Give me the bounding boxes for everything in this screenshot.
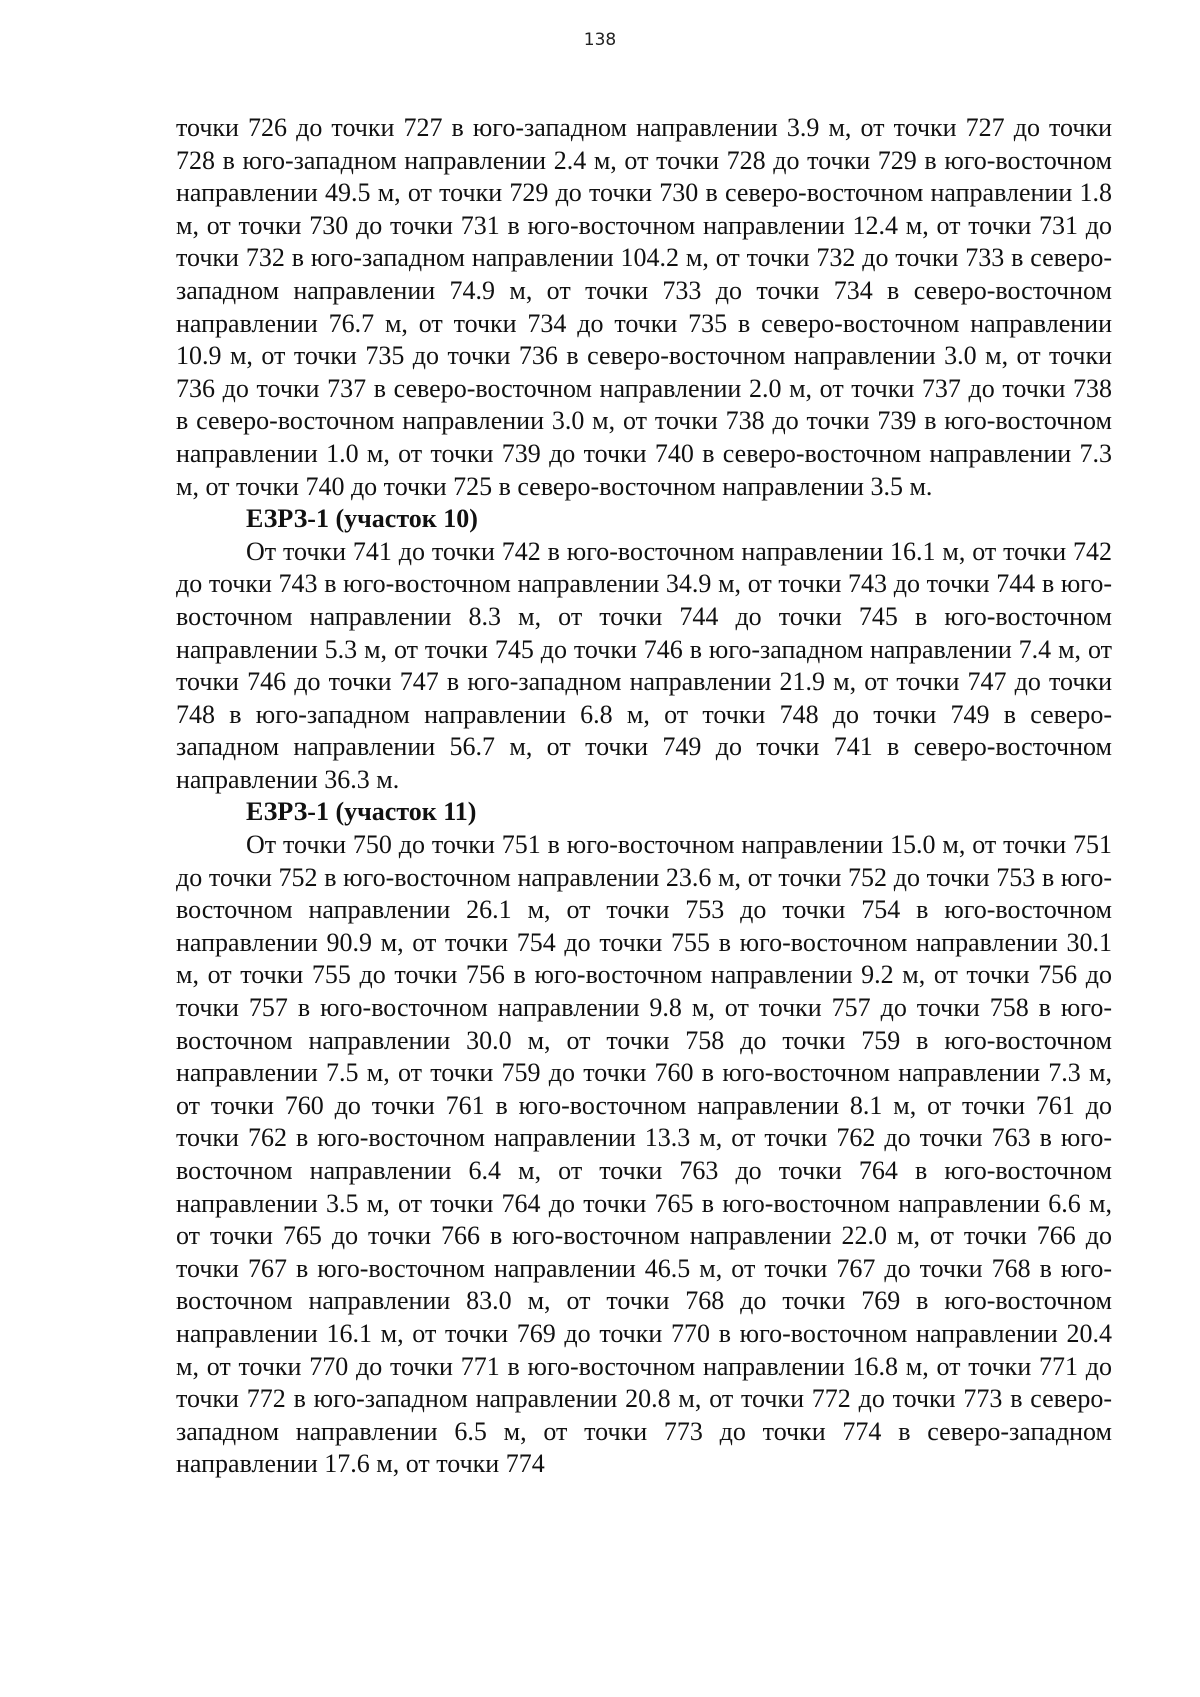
section-heading-plot-10: ЕЗРЗ-1 (участок 10) (246, 504, 478, 534)
page-number: 138 (583, 30, 617, 50)
paragraph-plot-11: От точки 750 до точки 751 в юго-восточном направлении 15.0 м, от точки 751 до точки 752 в юго-восточном направлении 23.6 м, от точки 752 до точки 753 в юго-восточном направлении 26.1 м, от точки 753 до точки 754 в юго-восточном направлении 90.9 м, от точки 754 до точки 755 в юго-восточном направлении 30.1 м, от точки 755 до точки 756 в юго-восточном направлении 9.2 м, от точки 756 до точки 757 в юго-восточном направлении 9.8 м, от точки 757 до точки 758 в юго-восточном направлении 30.0 м, от точки 758 до точки 759 в юго-восточном направлении 7.5 м, от точки 759 до точки 760 в юго-восточном направлении 7.3 м, от точки 760 до точки 761 в юго-восточном направлении 8.1 м, от точки 761 до точки 762 в юго-восточном направлении 13.3 м, от точки 762 до точки 763 в юго-восточном направлении 6.4 м, от точки 763 до точки 764 в юго-восточном направлении 3.5 м, от точки 764 до точки 765 в юго-восточном направлении 6.6 м, от точки 765 до точки 766 в юго-восточном направлении 22.0 м, от точки 766 до точки 767 в юго-восточном направлении 46.5 м, от точки 767 до точки 768 в юго-восточном направлении 83.0 м, от точки 768 до точки 769 в юго-восточном направлении 16.1 м, от точки 769 до точки 770 в юго-восточном направлении 20.4 м, от точки 770 до точки 771 в юго-восточном направлении 16.8 м, от точки 771 до точки 772 в юго-западном направлении 20.8 м, от точки 772 до точки 773 в северо-западном направлении 6.5 м, от точки 773 до точки 774 в северо-западном направлении 17.6 м, от точки 774 (176, 830, 1112, 1479)
paragraph-plot-10: От точки 741 до точки 742 в юго-восточном направлении 16.1 м, от точки 742 до точки 743 в юго-восточном направлении 34.9 м, от точки 743 до точки 744 в юго-восточном направлении 8.3 м, от точки 744 до точки 745 в юго-восточном направлении 5.3 м, от точки 745 до точки 746 в юго-западном направлении 7.4 м, от точки 746 до точки 747 в юго-западном направлении 21.9 м, от точки 747 до точки 748 в юго-западном направлении 6.8 м, от точки 748 до точки 749 в северо-западном направлении 56.7 м, от точки 749 до точки 741 в северо-восточном направлении 36.3 м. (176, 536, 1112, 794)
section-heading-plot-11: ЕЗРЗ-1 (участок 11) (246, 797, 477, 827)
document-body (176, 112, 1112, 1481)
paragraph-continuation: точки 726 до точки 727 в юго-западном направлении 3.9 м, от точки 727 до точки 728 в юго-западном направлении 2.4 м, от точки 728 до точки 729 в юго-восточном направлении 49.5 м, от точки 729 до точки 730 в северо-восточном направлении 1.8 м, от точки 730 до точки 731 в юго-восточном направлении 12.4 м, от точки 731 до точки 732 в юго-западном направлении 104.2 м, от точки 732 до точки 733 в северо-западном направлении 74.9 м, от точки 733 до точки 734 в северо-восточном направлении 76.7 м, от точки 734 до точки 735 в северо-восточном направлении 10.9 м, от точки 735 до точки 736 в северо-восточном направлении 3.0 м, от точки 736 до точки 737 в северо-восточном направлении 2.0 м, от точки 737 до точки 738 в северо-восточном направлении 3.0 м, от точки 738 до точки 739 в юго-восточном направлении 1.0 м, от точки 739 до точки 740 в северо-восточном направлении 7.3 м, от точки 740 до точки 725 в северо-восточном направлении 3.5 м. (176, 113, 1112, 501)
